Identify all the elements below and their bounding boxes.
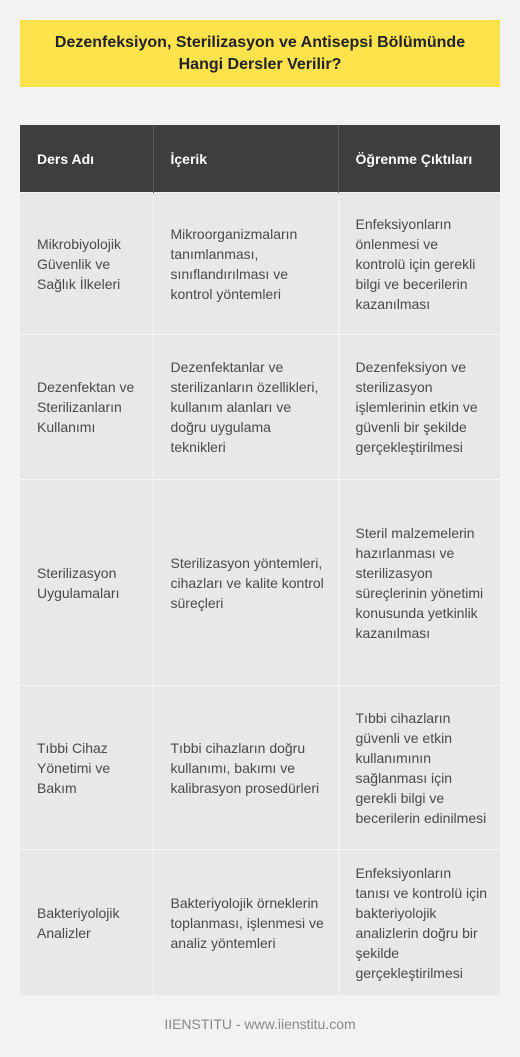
table-header-row (20, 125, 500, 193)
outcome-cell: Dezenfeksiyon ve sterilizasyon işlemlerinin etkin ve güvenli bir şekilde gerçekleştirilmesi (338, 335, 500, 480)
content-cell: Tıbbi cihazların doğru kullanımı, bakımı ve kalibrasyon prosedürleri (153, 686, 338, 850)
header-course-name: Ders Adı (20, 125, 153, 193)
content-cell: Dezenfektanlar ve sterilizanların özellikleri, kullanım alanları ve doğru uygulama teknikleri (153, 335, 338, 480)
table-row (20, 193, 500, 335)
header-content: İçerik (153, 125, 338, 193)
course-name-cell: Mikrobiyolojik Güvenlik ve Sağlık İlkeleri (20, 193, 153, 335)
table-row (20, 686, 500, 850)
outcome-cell: Enfeksiyonların önlenmesi ve kontrolü için gerekli bilgi ve becerilerin kazanılması (338, 193, 500, 335)
outcome-cell: Enfeksiyonların tanısı ve kontrolü için bakteriyolojik analizlerin doğru bir şekilde gerçekleştirilmesi (338, 850, 500, 996)
content-cell: Sterilizasyon yöntemleri, cihazları ve kalite kontrol süreçleri (153, 480, 338, 686)
outcome-cell: Tıbbi cihazların güvenli ve etkin kullanımının sağlanması için gerekli bilgi ve becerilerin edinilmesi (338, 686, 500, 850)
courses-table (20, 125, 500, 995)
course-name-cell: Dezenfektan ve Sterilizanların Kullanımı (20, 335, 153, 480)
course-name-cell: Tıbbi Cihaz Yönetimi ve Bakım (20, 686, 153, 850)
header-learning-outcomes: Öğrenme Çıktıları (338, 125, 500, 193)
content-cell: Bakteriyolojik örneklerin toplanması, işlenmesi ve analiz yöntemleri (153, 850, 338, 996)
course-name-cell: Sterilizasyon Uygulamaları (20, 480, 153, 686)
outcome-cell: Steril malzemelerin hazırlanması ve sterilizasyon süreçlerinin yönetimi konusunda yetkinlik kazanılması (338, 480, 500, 686)
table-row (20, 480, 500, 686)
footer-credit: IIENSTITU - www.iienstitu.com (164, 1016, 356, 1032)
courses-table-container (20, 125, 500, 995)
content-cell: Mikroorganizmaların tanımlanması, sınıflandırılması ve kontrol yöntemleri (153, 193, 338, 335)
table-row (20, 335, 500, 480)
course-name-cell: Bakteriyolojik Analizler (20, 850, 153, 996)
page-title: Dezenfeksiyon, Sterilizasyon ve Antisepsi Bölümünde Hangi Dersler Verilir? (20, 20, 500, 87)
table-row (20, 850, 500, 996)
